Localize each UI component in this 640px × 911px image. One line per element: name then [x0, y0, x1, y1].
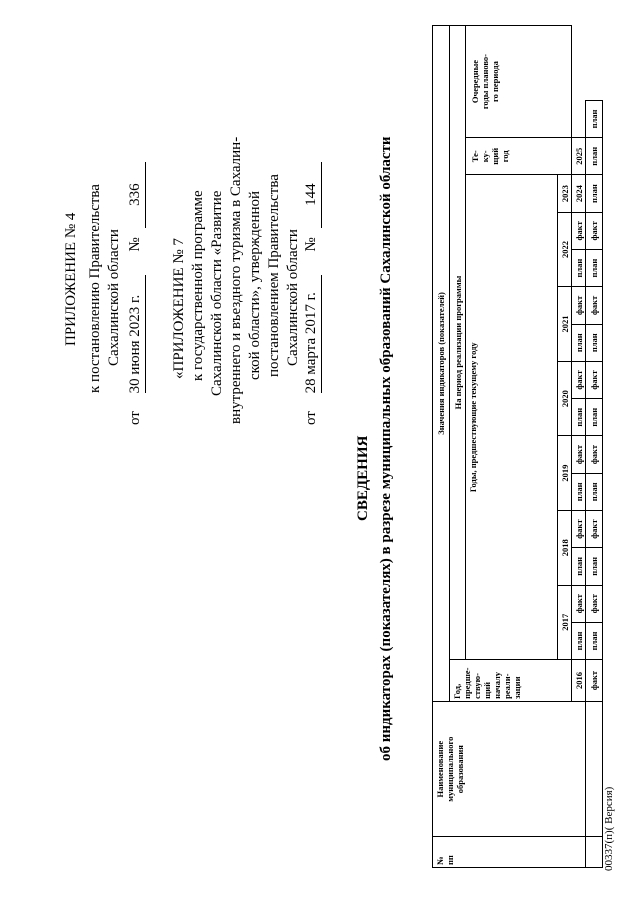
- header-year-before: Год, предше- ствую- щий началу реали- зации: [450, 660, 572, 702]
- row-fact-2020: факт: [586, 361, 603, 398]
- appendix-line1: к постановлению Правительства: [87, 184, 103, 393]
- document-title: СВЕДЕНИЯ: [355, 435, 371, 521]
- row-fact-2022: факт: [586, 212, 603, 249]
- year-2024: 2024: [572, 175, 586, 212]
- quote-line6: постановлением Правительства: [266, 174, 282, 377]
- fact-2017: факт: [572, 585, 586, 622]
- quote-line7: Сахалинской области: [285, 229, 301, 366]
- header-next-years: Очередные годы планово- го периода: [466, 26, 572, 138]
- footer-code: 00337(п)( Версия): [603, 786, 615, 871]
- appendix-title: ПРИЛОЖЕНИЕ № 4: [63, 212, 79, 346]
- quote-date: 28 марта 2017 г.: [302, 275, 322, 393]
- row-plan-2019: план: [586, 473, 603, 510]
- quote-from-row: [302, 162, 322, 425]
- year-2020: 2020: [558, 361, 572, 436]
- fact-2019: факт: [572, 436, 586, 473]
- quote-line2: к государственной программе: [190, 190, 206, 381]
- appendix-from-row: [126, 162, 146, 425]
- appendix-line2: Сахалинской области: [106, 229, 122, 366]
- row-plan-2025: план: [586, 100, 603, 137]
- cell-num-empty: [586, 837, 603, 868]
- fact-2022: факт: [572, 212, 586, 249]
- quote-line3: Сахалинской области «Развитие: [209, 190, 225, 396]
- appendix-date: 30 июня 2023 г.: [126, 275, 146, 393]
- quote-number: 144: [302, 162, 322, 228]
- row-plan-2020: план: [586, 399, 603, 436]
- header-current-year: Те- ку- щий год: [466, 138, 572, 175]
- fact-2021: факт: [572, 287, 586, 324]
- plan-2019: план: [572, 473, 586, 510]
- quote-from-prefix: от: [303, 411, 319, 425]
- row-plan-2017: план: [586, 622, 603, 659]
- plan-2017: план: [572, 622, 586, 659]
- document-subtitle: об индикаторах (показателях) в разрезе муниципальных образований Сахалинской области: [378, 136, 394, 761]
- row-plan-2023: план: [586, 175, 603, 212]
- quote-line1: «ПРИЛОЖЕНИЕ № 7: [171, 238, 187, 379]
- year-2023: 2023: [558, 175, 572, 212]
- header-name: Наименование муниципального образования: [433, 701, 586, 837]
- appendix-num-prefix: №: [127, 237, 143, 252]
- quote-num-prefix: №: [303, 237, 319, 252]
- row-fact-2018: факт: [586, 510, 603, 547]
- header-period: На период реализации программы: [450, 26, 466, 660]
- appendix-number: 336: [126, 162, 146, 228]
- fact-2020: факт: [572, 361, 586, 398]
- indicators-table: [432, 25, 603, 868]
- header-num: № пп: [433, 837, 586, 868]
- year-2016: 2016: [572, 660, 586, 702]
- year-2017: 2017: [558, 585, 572, 660]
- row-fact-2021: факт: [586, 287, 603, 324]
- quote-line4: внутреннего и въездного туризма в Сахалин-: [228, 136, 244, 424]
- header-values: Значения индикаторов (показателей): [433, 26, 450, 702]
- row-plan-2024: план: [586, 138, 603, 175]
- plan-2018: план: [572, 548, 586, 585]
- fact-2018: факт: [572, 510, 586, 547]
- row-fact-2017: факт: [586, 585, 603, 622]
- plan-2020: план: [572, 399, 586, 436]
- year-2021: 2021: [558, 287, 572, 362]
- header-years-before-current: Годы, предшествующие текущему году: [466, 175, 558, 660]
- quote-line5: ской области», утвержденной: [247, 190, 263, 380]
- appendix-from-prefix: от: [127, 411, 143, 425]
- cell-name-empty: [586, 701, 603, 837]
- year-2019: 2019: [558, 436, 572, 511]
- year-2025: 2025: [572, 138, 586, 175]
- row-plan-2018: план: [586, 548, 603, 585]
- row-plan-2021: план: [586, 324, 603, 361]
- row-fact-2019: факт: [586, 436, 603, 473]
- year-2022: 2022: [558, 212, 572, 287]
- fact-2016: факт: [586, 660, 603, 702]
- plan-2021: план: [572, 324, 586, 361]
- row-plan-2022: план: [586, 249, 603, 286]
- plan-2022: план: [572, 249, 586, 286]
- year-2018: 2018: [558, 510, 572, 585]
